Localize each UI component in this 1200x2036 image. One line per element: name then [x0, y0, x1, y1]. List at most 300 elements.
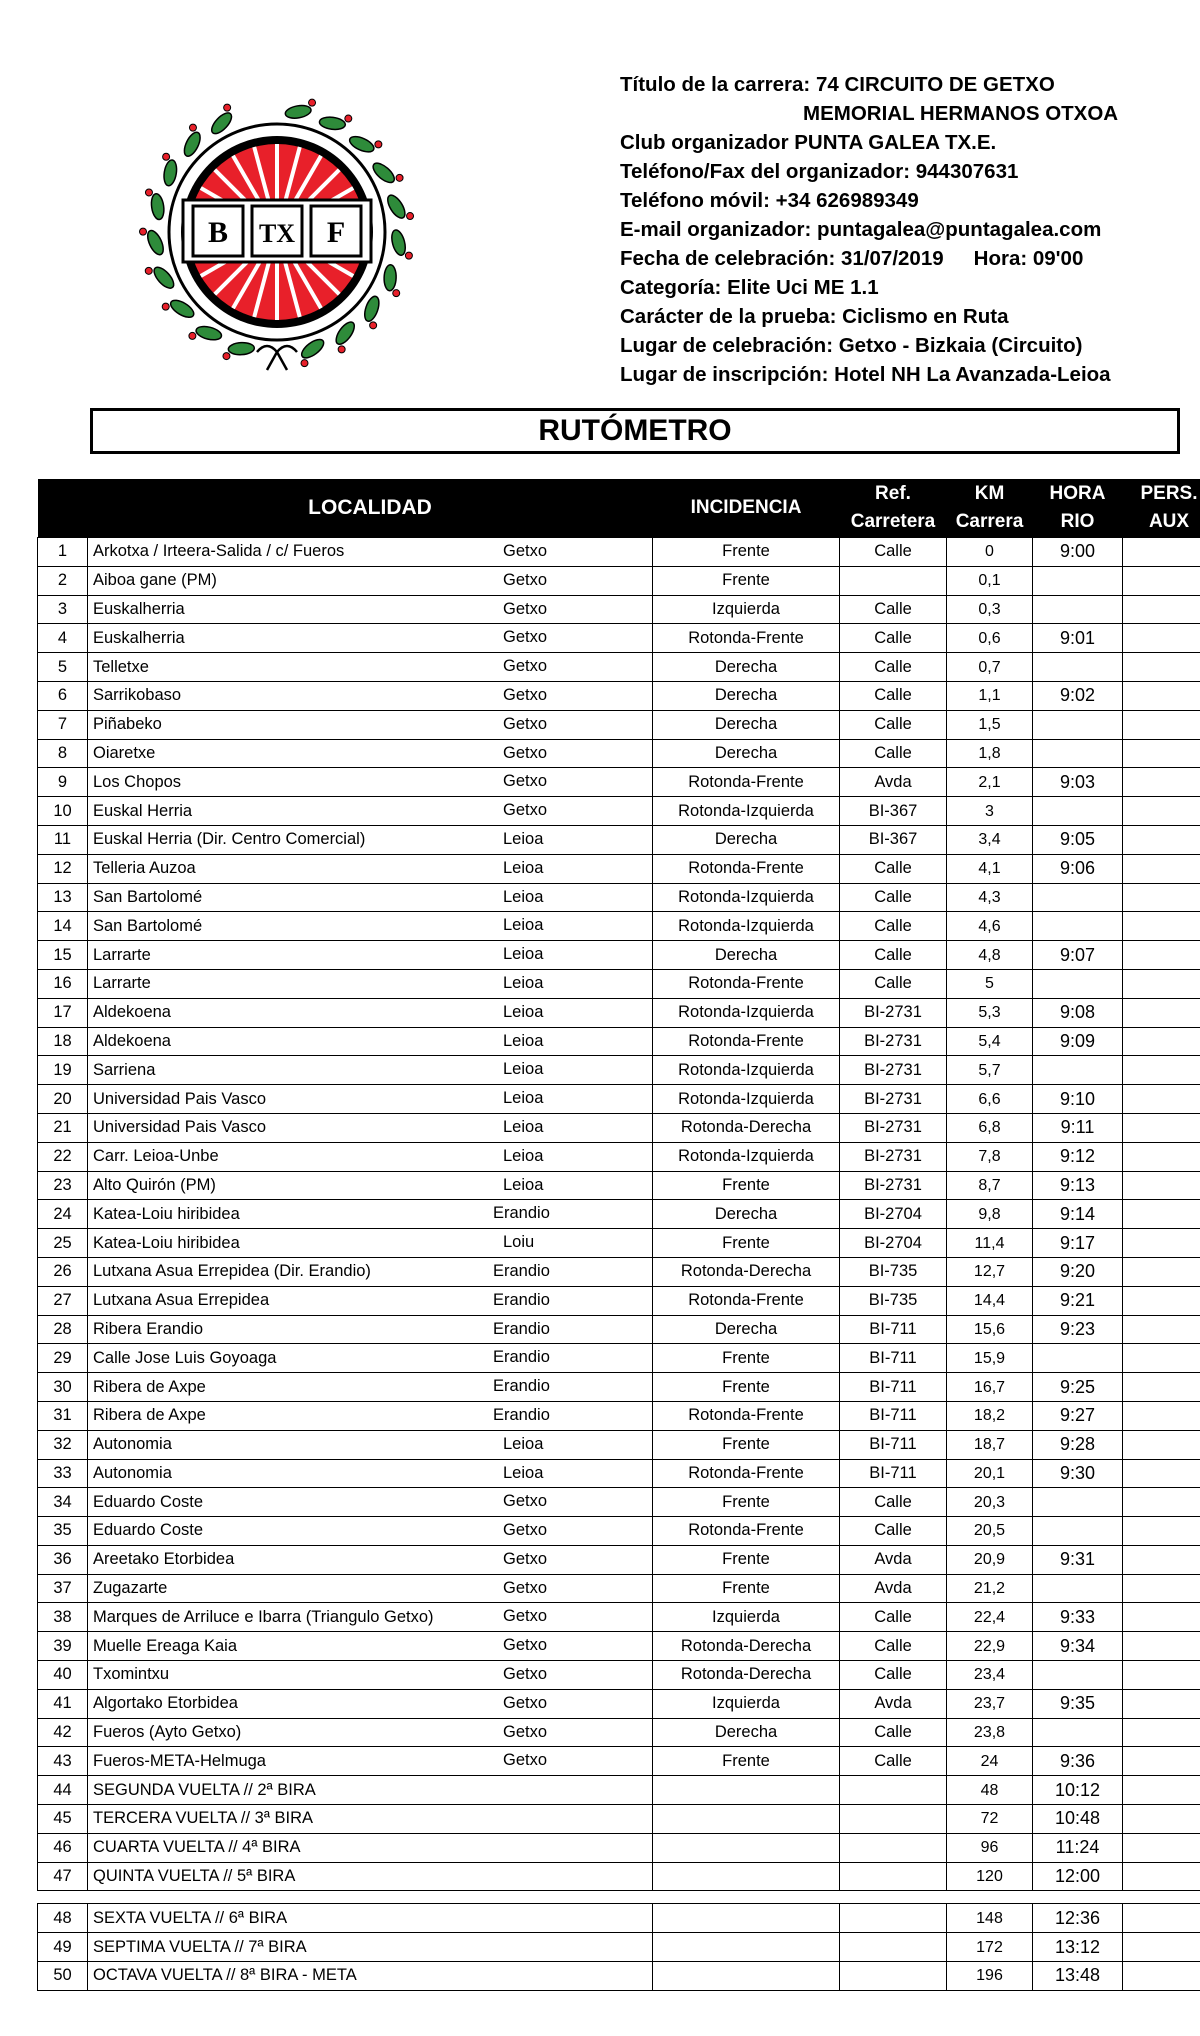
route-table-body: [38, 538, 1200, 1991]
spacer-cell: [38, 1891, 88, 1904]
table-row: [38, 1430, 1200, 1459]
row-number-cell: 30: [38, 1373, 88, 1402]
municipality-name: Leioa: [503, 1117, 544, 1136]
localidad-cell: [88, 1862, 653, 1891]
street-name: Piñabeko: [93, 715, 162, 734]
col-header-km-line2: Carrera: [955, 511, 1024, 532]
table-row: [38, 1574, 1200, 1603]
localidad-cell: [88, 566, 653, 595]
localidad-cell: [88, 1113, 653, 1142]
localidad-cell: [88, 1085, 653, 1114]
laurel-berry: [224, 104, 231, 111]
localidad-cell: [88, 1229, 653, 1258]
row-number-cell: 23: [38, 1171, 88, 1200]
km-carrera-cell: 9,8: [947, 1200, 1033, 1229]
row-number-cell: 32: [38, 1430, 88, 1459]
street-name: Aldekoena: [93, 1031, 171, 1050]
spacer-cell: [947, 1891, 1033, 1904]
km-carrera-cell: 1,5: [947, 710, 1033, 739]
incidencia-cell: Izquierda: [653, 1603, 840, 1632]
race-info-block: [620, 70, 1180, 389]
row-number-cell: 46: [38, 1833, 88, 1862]
localidad-cell: [88, 854, 653, 883]
hora-rio-cell: 10:48: [1033, 1805, 1123, 1834]
ref-carretera-cell: Calle: [840, 969, 947, 998]
laurel-berry: [370, 322, 377, 329]
hora-rio-cell: 12:36: [1033, 1904, 1123, 1933]
pers-aux-cell: [1123, 624, 1200, 653]
localidad-cell: [88, 1056, 653, 1085]
street-name: TERCERA VUELTA // 3ª BIRA: [93, 1809, 314, 1828]
laurel-leaf: [362, 295, 382, 323]
municipality-name: Erandio: [493, 1377, 550, 1396]
localidad-cell: [88, 710, 653, 739]
ref-carretera-cell: Calle: [840, 595, 947, 624]
hora-rio-cell: [1033, 969, 1123, 998]
ref-carretera-cell: Calle: [840, 538, 947, 567]
localidad-cell: [88, 1689, 653, 1718]
incidencia-cell: Rotonda-Derecha: [653, 1632, 840, 1661]
laurel-leaf: [347, 133, 376, 155]
km-carrera-cell: 7,8: [947, 1142, 1033, 1171]
municipality-name: Leioa: [503, 829, 544, 848]
municipality-name: Erandio: [493, 1348, 550, 1367]
spacer-cell: [840, 1891, 947, 1904]
ref-carretera-cell: Calle: [840, 854, 947, 883]
incidencia-cell: Rotonda-Frente: [653, 854, 840, 883]
km-carrera-cell: 15,6: [947, 1315, 1033, 1344]
municipality-name: Leioa: [503, 858, 544, 877]
ref-carretera-cell: BI-2731: [840, 1113, 947, 1142]
col-header-pers-line2: AUX: [1148, 511, 1190, 532]
hora-rio-cell: 9:31: [1033, 1545, 1123, 1574]
row-number-cell: 45: [38, 1805, 88, 1834]
km-carrera-cell: 16,7: [947, 1373, 1033, 1402]
pers-aux-cell: [1123, 1229, 1200, 1258]
localidad-cell: [88, 1661, 653, 1690]
localidad-cell: [88, 1257, 653, 1286]
incidencia-cell: Frente: [653, 1171, 840, 1200]
table-row: [38, 1747, 1200, 1776]
table-spacer-row: [38, 1891, 1200, 1904]
row-number-cell: 34: [38, 1488, 88, 1517]
row-number-cell: 39: [38, 1632, 88, 1661]
laurel-berry: [405, 252, 412, 259]
ref-carretera-cell: BI-2731: [840, 998, 947, 1027]
pers-aux-cell: [1123, 538, 1200, 567]
ref-carretera-cell: [840, 566, 947, 595]
col-header-ref: [840, 479, 947, 538]
laurel-berry: [345, 115, 352, 122]
hora-rio-cell: 9:36: [1033, 1747, 1123, 1776]
street-name: Lutxana Asua Errepidea: [93, 1291, 270, 1310]
row-number-cell: 19: [38, 1056, 88, 1085]
ref-carretera-cell: Calle: [840, 1718, 947, 1747]
street-name: Aldekoena: [93, 1003, 171, 1022]
incidencia-cell: Rotonda-Frente: [653, 624, 840, 653]
col-header-pers: [1123, 479, 1200, 538]
col-header-incidencia-label: INCIDENCIA: [690, 497, 802, 518]
hora-rio-cell: 9:35: [1033, 1689, 1123, 1718]
row-number-cell: 1: [38, 538, 88, 567]
pers-aux-cell: [1123, 595, 1200, 624]
row-number-cell: 36: [38, 1545, 88, 1574]
hora-rio-cell: 9:23: [1033, 1315, 1123, 1344]
row-number-cell: 10: [38, 797, 88, 826]
table-row: [38, 1718, 1200, 1747]
street-name: Autonomia: [93, 1435, 172, 1454]
laurel-berry: [338, 346, 345, 353]
row-number-cell: 29: [38, 1344, 88, 1373]
km-carrera-cell: 5,7: [947, 1056, 1033, 1085]
pers-aux-cell: [1123, 1632, 1200, 1661]
km-carrera-cell: 4,3: [947, 883, 1033, 912]
street-name: Ribera de Axpe: [93, 1377, 206, 1396]
hora-rio-cell: 13:12: [1033, 1933, 1123, 1962]
incidencia-cell: Rotonda-Izquierda: [653, 912, 840, 941]
localidad-cell: [88, 969, 653, 998]
race-venue: Lugar de celebración: Getxo - Bizkaia (Circuito): [620, 334, 1083, 357]
pers-aux-cell: [1123, 1373, 1200, 1402]
table-row: [38, 883, 1200, 912]
table-row: [38, 1545, 1200, 1574]
table-row: [38, 1862, 1200, 1891]
localidad-cell: [88, 1904, 653, 1933]
table-row: [38, 1315, 1200, 1344]
km-carrera-cell: 0,7: [947, 653, 1033, 682]
km-carrera-cell: 4,8: [947, 941, 1033, 970]
hora-rio-cell: 13:48: [1033, 1962, 1123, 1991]
km-carrera-cell: 120: [947, 1862, 1033, 1891]
table-row: [38, 912, 1200, 941]
table-row: [38, 1257, 1200, 1286]
laurel-leaf: [389, 229, 407, 257]
hora-rio-cell: [1033, 595, 1123, 624]
row-number-cell: 13: [38, 883, 88, 912]
municipality-name: Getxo: [503, 772, 548, 791]
laurel-berry: [407, 213, 414, 220]
hora-rio-cell: 9:09: [1033, 1027, 1123, 1056]
ref-carretera-cell: BI-2731: [840, 1056, 947, 1085]
race-type: Carácter de la prueba: Ciclismo en Ruta: [620, 305, 1009, 328]
km-carrera-cell: 172: [947, 1933, 1033, 1962]
hora-rio-cell: [1033, 1488, 1123, 1517]
street-name: Eduardo Coste: [93, 1492, 204, 1511]
row-number-cell: 4: [38, 624, 88, 653]
table-row: [38, 1229, 1200, 1258]
hora-rio-cell: 9:30: [1033, 1459, 1123, 1488]
col-header-hora-line2: RIO: [1060, 511, 1095, 532]
incidencia-cell: Rotonda-Izquierda: [653, 883, 840, 912]
table-row: [38, 969, 1200, 998]
hora-rio-cell: 12:00: [1033, 1862, 1123, 1891]
km-carrera-cell: 4,6: [947, 912, 1033, 941]
registration-venue: Lugar de inscripción: Hotel NH La Avanzada-Leioa: [620, 363, 1111, 386]
hora-rio-cell: 9:05: [1033, 825, 1123, 854]
laurel-berry: [145, 267, 152, 274]
row-number-cell: 50: [38, 1962, 88, 1991]
km-carrera-cell: 6,8: [947, 1113, 1033, 1142]
table-row: [38, 1962, 1200, 1991]
localidad-cell: [88, 1373, 653, 1402]
laurel-berry: [189, 332, 196, 339]
route-table: [37, 479, 1200, 1991]
incidencia-cell: Rotonda-Frente: [653, 768, 840, 797]
ref-carretera-cell: Avda: [840, 1545, 947, 1574]
hora-rio-cell: 9:01: [1033, 624, 1123, 653]
hora-rio-cell: 9:33: [1033, 1603, 1123, 1632]
incidencia-cell: Rotonda-Frente: [653, 1517, 840, 1546]
row-number-cell: 12: [38, 854, 88, 883]
ref-carretera-cell: Calle: [840, 1488, 947, 1517]
pers-aux-cell: [1123, 566, 1200, 595]
row-number-cell: 37: [38, 1574, 88, 1603]
table-row: [38, 1805, 1200, 1834]
col-header-localidad: [88, 479, 653, 538]
street-name: Katea-Loiu hiribidea: [93, 1233, 240, 1252]
ref-carretera-cell: Calle: [840, 739, 947, 768]
hora-rio-cell: 9:34: [1033, 1632, 1123, 1661]
incidencia-cell: [653, 1862, 840, 1891]
hora-rio-cell: [1033, 1574, 1123, 1603]
street-name: Carr. Leioa-Unbe: [93, 1147, 219, 1166]
km-carrera-cell: 18,2: [947, 1401, 1033, 1430]
section-title: RUTÓMETRO: [90, 408, 1180, 454]
ref-carretera-cell: BI-735: [840, 1286, 947, 1315]
municipality-name: Erandio: [493, 1405, 550, 1424]
laurel-berry: [301, 360, 308, 367]
row-number-cell: 38: [38, 1603, 88, 1632]
laurel-leaf: [150, 193, 166, 220]
ref-carretera-cell: [840, 1833, 947, 1862]
hora-rio-cell: 9:08: [1033, 998, 1123, 1027]
ref-carretera-cell: BI-711: [840, 1430, 947, 1459]
ref-carretera-cell: [840, 1776, 947, 1805]
localidad-cell: [88, 624, 653, 653]
km-carrera-cell: 21,2: [947, 1574, 1033, 1603]
incidencia-cell: Derecha: [653, 653, 840, 682]
pers-aux-cell: [1123, 1056, 1200, 1085]
incidencia-cell: Rotonda-Izquierda: [653, 1056, 840, 1085]
ref-carretera-cell: Calle: [840, 1747, 947, 1776]
ref-carretera-cell: BI-711: [840, 1344, 947, 1373]
pers-aux-cell: [1123, 681, 1200, 710]
localidad-cell: [88, 1776, 653, 1805]
ref-carretera-cell: Calle: [840, 912, 947, 941]
hora-rio-cell: 10:12: [1033, 1776, 1123, 1805]
pers-aux-cell: [1123, 941, 1200, 970]
street-name: OCTAVA VUELTA // 8ª BIRA - META: [93, 1966, 357, 1985]
km-carrera-cell: 196: [947, 1962, 1033, 1991]
hora-rio-cell: [1033, 1344, 1123, 1373]
pers-aux-cell: [1123, 653, 1200, 682]
ref-carretera-cell: Calle: [840, 1632, 947, 1661]
street-name: Muelle Ereaga Kaia: [93, 1636, 238, 1655]
incidencia-cell: [653, 1962, 840, 1991]
municipality-name: Leioa: [503, 1002, 544, 1021]
pers-aux-cell: [1123, 1689, 1200, 1718]
laurel-leaf: [299, 336, 327, 361]
street-name: Euskal Herria (Dir. Centro Comercial): [93, 830, 366, 849]
incidencia-cell: Frente: [653, 1747, 840, 1776]
km-carrera-cell: 12,7: [947, 1257, 1033, 1286]
incidencia-cell: Frente: [653, 1373, 840, 1402]
hora-rio-cell: 9:27: [1033, 1401, 1123, 1430]
incidencia-cell: Frente: [653, 1545, 840, 1574]
municipality-name: Leioa: [503, 1031, 544, 1050]
ref-carretera-cell: BI-711: [840, 1315, 947, 1344]
street-name: Larrarte: [93, 945, 151, 964]
row-number-cell: 48: [38, 1904, 88, 1933]
km-carrera-cell: 14,4: [947, 1286, 1033, 1315]
incidencia-cell: Rotonda-Derecha: [653, 1257, 840, 1286]
street-name: CUARTA VUELTA // 4ª BIRA: [93, 1838, 301, 1857]
table-row: [38, 1689, 1200, 1718]
row-number-cell: 35: [38, 1517, 88, 1546]
localidad-cell: [88, 1833, 653, 1862]
street-name: SEPTIMA VUELTA // 7ª BIRA: [93, 1937, 307, 1956]
hora-rio-cell: 9:14: [1033, 1200, 1123, 1229]
ref-carretera-cell: BI-2731: [840, 1142, 947, 1171]
laurel-leaf: [384, 265, 397, 291]
km-carrera-cell: 3: [947, 797, 1033, 826]
table-row: [38, 624, 1200, 653]
laurel-berry: [393, 290, 400, 297]
municipality-name: Getxo: [503, 599, 548, 618]
table-row: [38, 710, 1200, 739]
ref-carretera-cell: BI-2731: [840, 1171, 947, 1200]
pers-aux-cell: [1123, 1430, 1200, 1459]
table-row: [38, 595, 1200, 624]
pers-aux-cell: [1123, 1962, 1200, 1991]
race-title: Título de la carrera: 74 CIRCUITO DE GETXO: [620, 73, 1055, 96]
localidad-cell: [88, 1200, 653, 1229]
localidad-cell: [88, 1517, 653, 1546]
laurel-berry: [309, 99, 316, 106]
pers-aux-cell: [1123, 1286, 1200, 1315]
street-name: Universidad Pais Vasco: [93, 1089, 267, 1108]
table-row: [38, 1459, 1200, 1488]
municipality-name: Leioa: [503, 916, 544, 935]
localidad-cell: [88, 1545, 653, 1574]
pers-aux-cell: [1123, 1661, 1200, 1690]
pers-aux-cell: [1123, 797, 1200, 826]
km-carrera-cell: 48: [947, 1776, 1033, 1805]
pers-aux-cell: [1123, 1574, 1200, 1603]
street-name: Ribera Erandio: [93, 1319, 204, 1338]
localidad-cell: [88, 681, 653, 710]
hora-rio-cell: 9:25: [1033, 1373, 1123, 1402]
hora-rio-cell: 9:17: [1033, 1229, 1123, 1258]
row-number-cell: 33: [38, 1459, 88, 1488]
km-carrera-cell: 22,4: [947, 1603, 1033, 1632]
ref-carretera-cell: BI-2704: [840, 1229, 947, 1258]
laurel-leaf: [162, 159, 178, 187]
street-name: Algortako Etorbidea: [93, 1694, 238, 1713]
street-name: Fueros (Ayto Getxo): [93, 1723, 242, 1742]
table-row: [38, 1632, 1200, 1661]
ref-carretera-cell: [840, 1962, 947, 1991]
localidad-cell: [88, 1603, 653, 1632]
km-carrera-cell: 15,9: [947, 1344, 1033, 1373]
incidencia-cell: Derecha: [653, 1718, 840, 1747]
hora-rio-cell: 9:20: [1033, 1257, 1123, 1286]
pers-aux-cell: [1123, 1933, 1200, 1962]
ref-carretera-cell: Calle: [840, 710, 947, 739]
laurel-leaf: [195, 324, 223, 342]
col-header-hora-line1: HORA: [1049, 483, 1106, 504]
spacer-cell: [1123, 1891, 1200, 1904]
row-number-cell: 40: [38, 1661, 88, 1690]
organizer-email: E-mail organizador: puntagalea@puntagalea.com: [620, 218, 1102, 241]
ref-carretera-cell: Calle: [840, 653, 947, 682]
municipality-name: Leioa: [503, 887, 544, 906]
incidencia-cell: [653, 1776, 840, 1805]
street-name: Marques de Arriluce e Ibarra (Triangulo Getxo): [93, 1607, 434, 1626]
ref-carretera-cell: BI-367: [840, 797, 947, 826]
localidad-cell: [88, 912, 653, 941]
laurel-leaf: [319, 116, 346, 131]
row-number-cell: 20: [38, 1085, 88, 1114]
street-name: Zugazarte: [93, 1579, 168, 1598]
street-name: Calle Jose Luis Goyoaga: [93, 1348, 277, 1367]
row-number-cell: 14: [38, 912, 88, 941]
hora-rio-cell: [1033, 1661, 1123, 1690]
km-carrera-cell: 20,5: [947, 1517, 1033, 1546]
pers-aux-cell: [1123, 1257, 1200, 1286]
table-row: [38, 566, 1200, 595]
municipality-name: Leioa: [503, 1146, 544, 1165]
municipality-name: Getxo: [503, 1665, 548, 1684]
table-row: [38, 941, 1200, 970]
incidencia-cell: Rotonda-Izquierda: [653, 1142, 840, 1171]
municipality-name: Getxo: [503, 1521, 548, 1540]
street-name: Telletxe: [93, 657, 149, 676]
pers-aux-cell: [1123, 854, 1200, 883]
laurel-berry: [145, 189, 152, 196]
localidad-cell: [88, 538, 653, 567]
pers-aux-cell: [1123, 912, 1200, 941]
street-name: SEXTA VUELTA // 6ª BIRA: [93, 1908, 288, 1927]
table-row: [38, 1603, 1200, 1632]
municipality-name: Leioa: [503, 1060, 544, 1079]
incidencia-cell: Derecha: [653, 825, 840, 854]
row-number-cell: 21: [38, 1113, 88, 1142]
street-name: Katea-Loiu hiribidea: [93, 1204, 240, 1223]
ref-carretera-cell: [840, 1862, 947, 1891]
col-header-localidad-label: LOCALIDAD: [308, 496, 432, 519]
km-carrera-cell: 24: [947, 1747, 1033, 1776]
table-row: [38, 1373, 1200, 1402]
km-carrera-cell: 0,6: [947, 624, 1033, 653]
ref-carretera-cell: BI-711: [840, 1373, 947, 1402]
km-carrera-cell: 0: [947, 538, 1033, 567]
row-number-cell: 43: [38, 1747, 88, 1776]
pers-aux-cell: [1123, 1344, 1200, 1373]
km-carrera-cell: 0,3: [947, 595, 1033, 624]
logo-letter-b: B: [207, 216, 229, 249]
km-carrera-cell: 22,9: [947, 1632, 1033, 1661]
incidencia-cell: [653, 1833, 840, 1862]
ref-carretera-cell: [840, 1805, 947, 1834]
municipality-name: Getxo: [503, 1549, 548, 1568]
municipality-name: Getxo: [503, 1722, 548, 1741]
table-row: [38, 1833, 1200, 1862]
localidad-cell: [88, 1459, 653, 1488]
row-number-cell: 11: [38, 825, 88, 854]
table-row: [38, 768, 1200, 797]
street-name: Telleria Auzoa: [93, 859, 196, 878]
